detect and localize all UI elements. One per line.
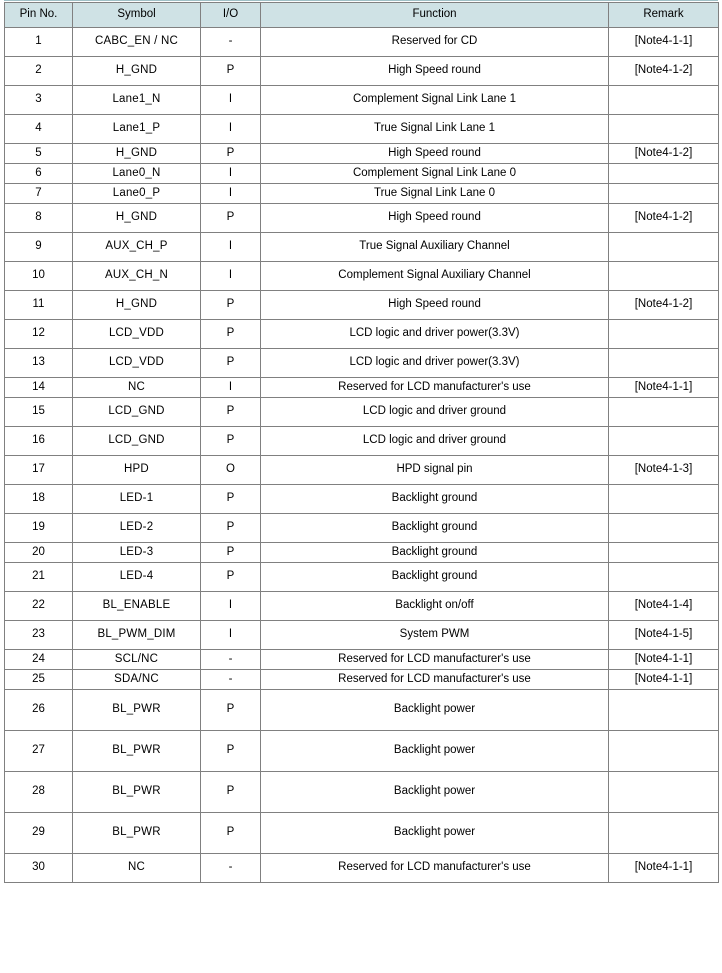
cell-function: HPD signal pin xyxy=(261,456,609,485)
cell-remark xyxy=(609,772,719,813)
table-row xyxy=(5,650,719,670)
cell-symbol: LCD_GND xyxy=(73,398,201,427)
cell-function: Reserved for LCD manufacturer's use xyxy=(261,670,609,690)
cell-symbol: H_GND xyxy=(73,144,201,164)
table-row xyxy=(5,349,719,378)
cell-function: True Signal Link Lane 0 xyxy=(261,184,609,204)
cell-pin-no: 11 xyxy=(5,291,73,320)
cell-remark: [Note4-1-2] xyxy=(609,144,719,164)
cell-remark: [Note4-1-1] xyxy=(609,854,719,883)
cell-function: Backlight ground xyxy=(261,514,609,543)
cell-symbol: BL_PWM_DIM xyxy=(73,621,201,650)
column-header-function: Function xyxy=(261,3,609,28)
cell-io: P xyxy=(201,813,261,854)
table-row xyxy=(5,854,719,883)
cell-pin-no: 20 xyxy=(5,543,73,563)
cell-io: I xyxy=(201,592,261,621)
cell-io: I xyxy=(201,621,261,650)
table-row xyxy=(5,456,719,485)
cell-pin-no: 12 xyxy=(5,320,73,349)
cell-function: LCD logic and driver ground xyxy=(261,427,609,456)
table-row xyxy=(5,621,719,650)
cell-function: High Speed round xyxy=(261,57,609,86)
cell-function: Reserved for LCD manufacturer's use xyxy=(261,650,609,670)
cell-io: I xyxy=(201,164,261,184)
cell-function: Backlight power xyxy=(261,731,609,772)
cell-io: P xyxy=(201,485,261,514)
cell-pin-no: 26 xyxy=(5,690,73,731)
cell-pin-no: 7 xyxy=(5,184,73,204)
cell-symbol: LCD_GND xyxy=(73,427,201,456)
table-header-row xyxy=(5,3,719,28)
cell-pin-no: 28 xyxy=(5,772,73,813)
cell-pin-no: 15 xyxy=(5,398,73,427)
cell-function: Reserved for CD xyxy=(261,28,609,57)
cell-symbol: NC xyxy=(73,854,201,883)
cell-function: Backlight on/off xyxy=(261,592,609,621)
cell-pin-no: 4 xyxy=(5,115,73,144)
cell-function: Backlight power xyxy=(261,690,609,731)
table-row xyxy=(5,670,719,690)
cell-function: High Speed round xyxy=(261,204,609,233)
cell-io: P xyxy=(201,349,261,378)
table-row xyxy=(5,731,719,772)
cell-io: P xyxy=(201,204,261,233)
cell-symbol: LED-2 xyxy=(73,514,201,543)
cell-function: Reserved for LCD manufacturer's use xyxy=(261,378,609,398)
table-row xyxy=(5,485,719,514)
cell-function: True Signal Link Lane 1 xyxy=(261,115,609,144)
table-row xyxy=(5,291,719,320)
cell-remark xyxy=(609,690,719,731)
cell-io: I xyxy=(201,378,261,398)
cell-symbol: BL_PWR xyxy=(73,813,201,854)
cell-remark: [Note4-1-1] xyxy=(609,378,719,398)
cell-remark xyxy=(609,349,719,378)
cell-symbol: LED-4 xyxy=(73,563,201,592)
cell-pin-no: 10 xyxy=(5,262,73,291)
cell-pin-no: 27 xyxy=(5,731,73,772)
cell-pin-no: 19 xyxy=(5,514,73,543)
cell-io: P xyxy=(201,427,261,456)
cell-pin-no: 21 xyxy=(5,563,73,592)
cell-function: LCD logic and driver power(3.3V) xyxy=(261,349,609,378)
cell-function: Backlight power xyxy=(261,813,609,854)
cell-remark xyxy=(609,398,719,427)
table-row xyxy=(5,262,719,291)
pin-assignment-table xyxy=(4,2,719,883)
table-row xyxy=(5,233,719,262)
cell-remark xyxy=(609,813,719,854)
cell-remark: [Note4-1-2] xyxy=(609,57,719,86)
table-row xyxy=(5,514,719,543)
cell-io: P xyxy=(201,320,261,349)
table-row xyxy=(5,28,719,57)
table-row xyxy=(5,592,719,621)
cell-io: P xyxy=(201,772,261,813)
table-row xyxy=(5,378,719,398)
cell-function: Backlight power xyxy=(261,772,609,813)
cell-symbol: LCD_VDD xyxy=(73,320,201,349)
cell-io: - xyxy=(201,650,261,670)
cell-remark xyxy=(609,262,719,291)
cell-pin-no: 22 xyxy=(5,592,73,621)
cell-remark xyxy=(609,233,719,262)
cell-symbol: H_GND xyxy=(73,204,201,233)
table-row xyxy=(5,57,719,86)
table-row xyxy=(5,86,719,115)
table-row xyxy=(5,772,719,813)
cell-function: High Speed round xyxy=(261,291,609,320)
column-header-io: I/O xyxy=(201,3,261,28)
cell-function: Complement Signal Link Lane 0 xyxy=(261,164,609,184)
cell-symbol: BL_PWR xyxy=(73,690,201,731)
table-row xyxy=(5,563,719,592)
cell-remark xyxy=(609,184,719,204)
cell-pin-no: 18 xyxy=(5,485,73,514)
cell-symbol: LED-1 xyxy=(73,485,201,514)
cell-io: - xyxy=(201,854,261,883)
cell-io: P xyxy=(201,563,261,592)
cell-pin-no: 25 xyxy=(5,670,73,690)
cell-io: P xyxy=(201,144,261,164)
cell-pin-no: 9 xyxy=(5,233,73,262)
cell-remark: [Note4-1-2] xyxy=(609,204,719,233)
cell-symbol: Lane0_N xyxy=(73,164,201,184)
cell-io: - xyxy=(201,28,261,57)
column-header-symbol: Symbol xyxy=(73,3,201,28)
cell-io: I xyxy=(201,184,261,204)
cell-symbol: Lane1_N xyxy=(73,86,201,115)
cell-remark: [Note4-1-4] xyxy=(609,592,719,621)
cell-pin-no: 8 xyxy=(5,204,73,233)
cell-remark: [Note4-1-1] xyxy=(609,670,719,690)
cell-remark: [Note4-1-5] xyxy=(609,621,719,650)
top-rule xyxy=(4,0,718,1)
table-row xyxy=(5,184,719,204)
cell-io: I xyxy=(201,233,261,262)
cell-io: I xyxy=(201,86,261,115)
cell-function: Reserved for LCD manufacturer's use xyxy=(261,854,609,883)
cell-function: System PWM xyxy=(261,621,609,650)
cell-remark xyxy=(609,485,719,514)
cell-symbol: NC xyxy=(73,378,201,398)
cell-pin-no: 16 xyxy=(5,427,73,456)
cell-symbol: BL_PWR xyxy=(73,772,201,813)
cell-function: LCD logic and driver ground xyxy=(261,398,609,427)
cell-io: P xyxy=(201,398,261,427)
table-row xyxy=(5,427,719,456)
cell-remark xyxy=(609,514,719,543)
cell-remark xyxy=(609,731,719,772)
cell-function: True Signal Auxiliary Channel xyxy=(261,233,609,262)
cell-remark: [Note4-1-1] xyxy=(609,650,719,670)
cell-function: LCD logic and driver power(3.3V) xyxy=(261,320,609,349)
cell-io: P xyxy=(201,291,261,320)
cell-remark xyxy=(609,563,719,592)
cell-function: Complement Signal Auxiliary Channel xyxy=(261,262,609,291)
cell-function: Backlight ground xyxy=(261,543,609,563)
cell-function: Backlight ground xyxy=(261,563,609,592)
table-row xyxy=(5,398,719,427)
cell-io: P xyxy=(201,57,261,86)
cell-io: I xyxy=(201,262,261,291)
cell-symbol: SCL/NC xyxy=(73,650,201,670)
cell-pin-no: 2 xyxy=(5,57,73,86)
cell-symbol: LCD_VDD xyxy=(73,349,201,378)
table-row xyxy=(5,204,719,233)
table-body xyxy=(5,28,719,883)
cell-pin-no: 23 xyxy=(5,621,73,650)
cell-io: P xyxy=(201,543,261,563)
cell-symbol: Lane1_P xyxy=(73,115,201,144)
cell-pin-no: 29 xyxy=(5,813,73,854)
cell-function: High Speed round xyxy=(261,144,609,164)
cell-io: P xyxy=(201,690,261,731)
cell-function: Complement Signal Link Lane 1 xyxy=(261,86,609,115)
table-row xyxy=(5,144,719,164)
cell-function: Backlight ground xyxy=(261,485,609,514)
cell-symbol: LED-3 xyxy=(73,543,201,563)
table-row xyxy=(5,320,719,349)
cell-io: P xyxy=(201,514,261,543)
cell-symbol: Lane0_P xyxy=(73,184,201,204)
table-row xyxy=(5,690,719,731)
cell-symbol: AUX_CH_N xyxy=(73,262,201,291)
cell-remark xyxy=(609,427,719,456)
cell-pin-no: 6 xyxy=(5,164,73,184)
cell-pin-no: 13 xyxy=(5,349,73,378)
cell-symbol: H_GND xyxy=(73,57,201,86)
cell-remark: [Note4-1-3] xyxy=(609,456,719,485)
cell-symbol: HPD xyxy=(73,456,201,485)
table-row xyxy=(5,813,719,854)
cell-pin-no: 30 xyxy=(5,854,73,883)
cell-io: P xyxy=(201,731,261,772)
cell-symbol: CABC_EN / NC xyxy=(73,28,201,57)
cell-io: - xyxy=(201,670,261,690)
cell-pin-no: 3 xyxy=(5,86,73,115)
cell-symbol: BL_PWR xyxy=(73,731,201,772)
cell-pin-no: 1 xyxy=(5,28,73,57)
cell-remark xyxy=(609,115,719,144)
column-header-pin-no: Pin No. xyxy=(5,3,73,28)
cell-pin-no: 24 xyxy=(5,650,73,670)
cell-remark xyxy=(609,86,719,115)
cell-pin-no: 14 xyxy=(5,378,73,398)
cell-io: O xyxy=(201,456,261,485)
cell-remark xyxy=(609,543,719,563)
cell-remark xyxy=(609,320,719,349)
column-header-remark: Remark xyxy=(609,3,719,28)
table-row xyxy=(5,115,719,144)
table-row xyxy=(5,164,719,184)
cell-io: I xyxy=(201,115,261,144)
cell-remark xyxy=(609,164,719,184)
cell-symbol: SDA/NC xyxy=(73,670,201,690)
cell-remark: [Note4-1-2] xyxy=(609,291,719,320)
cell-symbol: AUX_CH_P xyxy=(73,233,201,262)
cell-pin-no: 17 xyxy=(5,456,73,485)
cell-symbol: BL_ENABLE xyxy=(73,592,201,621)
table-row xyxy=(5,543,719,563)
cell-remark: [Note4-1-1] xyxy=(609,28,719,57)
cell-pin-no: 5 xyxy=(5,144,73,164)
cell-symbol: H_GND xyxy=(73,291,201,320)
